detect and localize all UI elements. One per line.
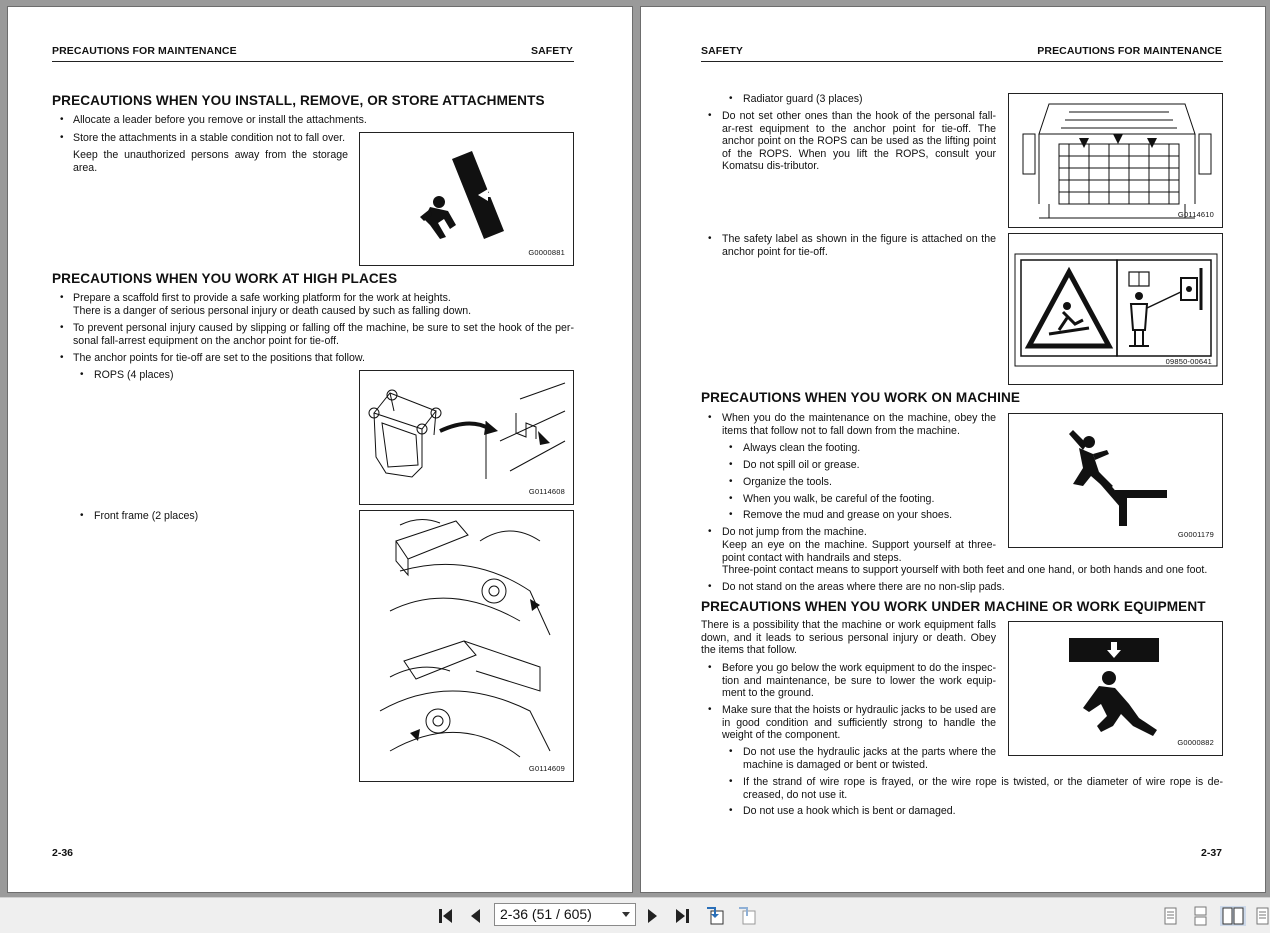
paragraph: Make sure that the hoists or hydraulic jacks to be used are in good condition and sufficiently strong to handle the weight of the component. [722, 704, 996, 742]
figure-jumping-person [1008, 413, 1223, 548]
figure-radiator-guard-anchor-points [1008, 93, 1223, 228]
bullet: • [708, 412, 712, 423]
continuous-view-icon[interactable] [1190, 906, 1210, 926]
paragraph: Three-point contact means to support yourself with both feet and one hand, or both hands and one foot. [722, 564, 1208, 576]
figure-code: G0114610 [1177, 210, 1214, 219]
bullet: • [60, 352, 64, 363]
running-header-left: SAFETY [701, 45, 744, 57]
facing-pages-view-icon[interactable] [1220, 906, 1246, 926]
bullet: • [729, 93, 733, 104]
header-rule [701, 61, 1223, 62]
page-number-selector[interactable] [494, 903, 636, 926]
paragraph: Remove the mud and grease on your shoes. [743, 509, 953, 521]
left-page [7, 6, 633, 893]
single-page-view-icon[interactable] [1160, 906, 1180, 926]
figure-code: G0114609 [528, 764, 565, 773]
bullet: • [729, 459, 733, 470]
paragraph: Keep an eye on the machine. Support yourself at three-point contact with handrails and steps. [722, 539, 996, 564]
bullet: • [708, 233, 712, 244]
bullet: • [729, 442, 733, 453]
paragraph: Organize the tools. [743, 476, 832, 488]
bullet: • [708, 526, 712, 537]
running-header-right: SAFETY [530, 45, 573, 57]
figure-safety-label [1008, 233, 1223, 385]
rops-illustration [360, 371, 573, 504]
navigation-toolbar [0, 897, 1270, 933]
bullet: • [729, 509, 733, 520]
figure-crushing-hazard [1008, 621, 1223, 756]
continuous-facing-view-icon[interactable] [1254, 906, 1270, 926]
page-selector-value: 2-36 (51 / 605) [500, 906, 592, 922]
section-title-work-under-machine: PRECAUTIONS WHEN YOU WORK UNDER MACHINE OR WORK EQUIPMENT [701, 599, 1206, 614]
figure-code: G0000882 [1177, 738, 1214, 747]
right-page [640, 6, 1266, 893]
figure-code: G0114608 [528, 487, 565, 496]
previous-page-icon[interactable] [466, 906, 486, 926]
bullet: • [60, 322, 64, 333]
bullet: • [708, 110, 712, 121]
bullet: • [708, 581, 712, 592]
bullet: • [708, 704, 712, 715]
bullet: • [708, 662, 712, 673]
section-title-attachments: PRECAUTIONS WHEN YOU INSTALL, REMOVE, OR STORE ATTACHMENTS [52, 93, 545, 108]
running-header-right: PRECAUTIONS FOR MAINTENANCE [1037, 45, 1222, 57]
figure-code: 09850-00641 [1165, 357, 1212, 366]
figure-falling-object [359, 132, 574, 266]
paragraph: ROPS (4 places) [94, 369, 174, 381]
bullet: • [729, 746, 733, 757]
bullet: • [729, 776, 733, 787]
paragraph: There is a danger of serious personal injury or death caused by such as falling down. [73, 305, 472, 317]
chevron-down-icon[interactable] [622, 912, 630, 917]
figure-front-frame-anchor-points [359, 510, 574, 782]
go-back-view-icon[interactable] [705, 906, 725, 926]
bullet: • [60, 292, 64, 303]
paragraph: There is a possibility that the machine or work equipment falls down, and it leads to serious personal injury or death. Obey the items that follow. [701, 619, 996, 657]
paragraph: If the strand of wire rope is frayed, or the wire rope is twisted, or the diameter of wire rope is de-creased, do not use it. [743, 776, 1223, 801]
page-number: 2-36 [52, 847, 74, 859]
bullet: • [80, 369, 84, 380]
paragraph: Do not use a hook which is bent or damaged. [743, 805, 956, 817]
paragraph: To prevent personal injury caused by slipping or falling off the machine, be sure to set the hook of the per-sonal fall-arrest equipment on the anchor point for tie-off. [73, 322, 574, 347]
falling-object-illustration [360, 133, 573, 265]
paragraph: Keep the unauthorized persons away from the storage area. [73, 149, 348, 174]
front-frame-illustration [360, 511, 573, 781]
paragraph: The safety label as shown in the figure is attached on the anchor point for tie-off. [722, 233, 996, 258]
paragraph: Store the attachments in a stable condition not to fall over. [73, 132, 346, 144]
bullet: • [729, 493, 733, 504]
page-number: 2-37 [1200, 847, 1222, 859]
bullet: • [729, 805, 733, 816]
figure-code: G0000881 [528, 248, 565, 257]
jumping-person-illustration [1009, 414, 1222, 547]
first-page-icon[interactable] [436, 906, 456, 926]
header-rule [52, 61, 574, 62]
bullet: • [729, 476, 733, 487]
paragraph: Radiator guard (3 places) [743, 93, 863, 105]
paragraph: Before you go below the work equipment to do the inspec-tion and maintenance, be sure to lower the work equip-ment to the ground. [722, 662, 996, 700]
crushing-hazard-illustration [1009, 622, 1222, 755]
figure-rops-anchor-points [359, 370, 574, 505]
paragraph: Always clean the footing. [743, 442, 861, 454]
bullet: • [60, 132, 64, 143]
figure-code: G0001179 [1177, 530, 1214, 539]
bullet: • [80, 510, 84, 521]
paragraph: Prepare a scaffold first to provide a safe working platform for the work at heights. [73, 292, 451, 304]
bullet: • [60, 114, 64, 125]
radiator-guard-illustration [1009, 94, 1222, 227]
paragraph: When you walk, be careful of the footing. [743, 493, 935, 505]
paragraph: Do not spill oil or grease. [743, 459, 860, 471]
running-header-left: PRECAUTIONS FOR MAINTENANCE [52, 45, 237, 57]
paragraph: Do not jump from the machine. [722, 526, 867, 538]
paragraph: Do not stand on the areas where there are no non-slip pads. [722, 581, 1005, 593]
section-title-work-on-machine: PRECAUTIONS WHEN YOU WORK ON MACHINE [701, 390, 1021, 405]
go-forward-view-icon[interactable] [737, 906, 757, 926]
paragraph: Do not use the hydraulic jacks at the parts where the machine is damaged or bent or twisted. [743, 746, 996, 771]
paragraph: Do not set other ones than the hook of the personal fall-ar-rest equipment to the anchor point for tie-off. The anchor point on the ROPS can be used as the lifting point of the ROPS. When you lift the ROPS, consult your Komatsu dis-tributor. [722, 110, 996, 173]
paragraph: When you do the maintenance on the machine, obey the items that follow not to fall down from the machine. [722, 412, 996, 437]
paragraph: Allocate a leader before you remove or install the attachments. [73, 114, 367, 126]
paragraph: The anchor points for tie-off are set to the positions that follow. [73, 352, 365, 364]
section-title-high-places: PRECAUTIONS WHEN YOU WORK AT HIGH PLACES [52, 271, 398, 286]
next-page-icon[interactable] [642, 906, 662, 926]
last-page-icon[interactable] [672, 906, 692, 926]
paragraph: Front frame (2 places) [94, 510, 199, 522]
